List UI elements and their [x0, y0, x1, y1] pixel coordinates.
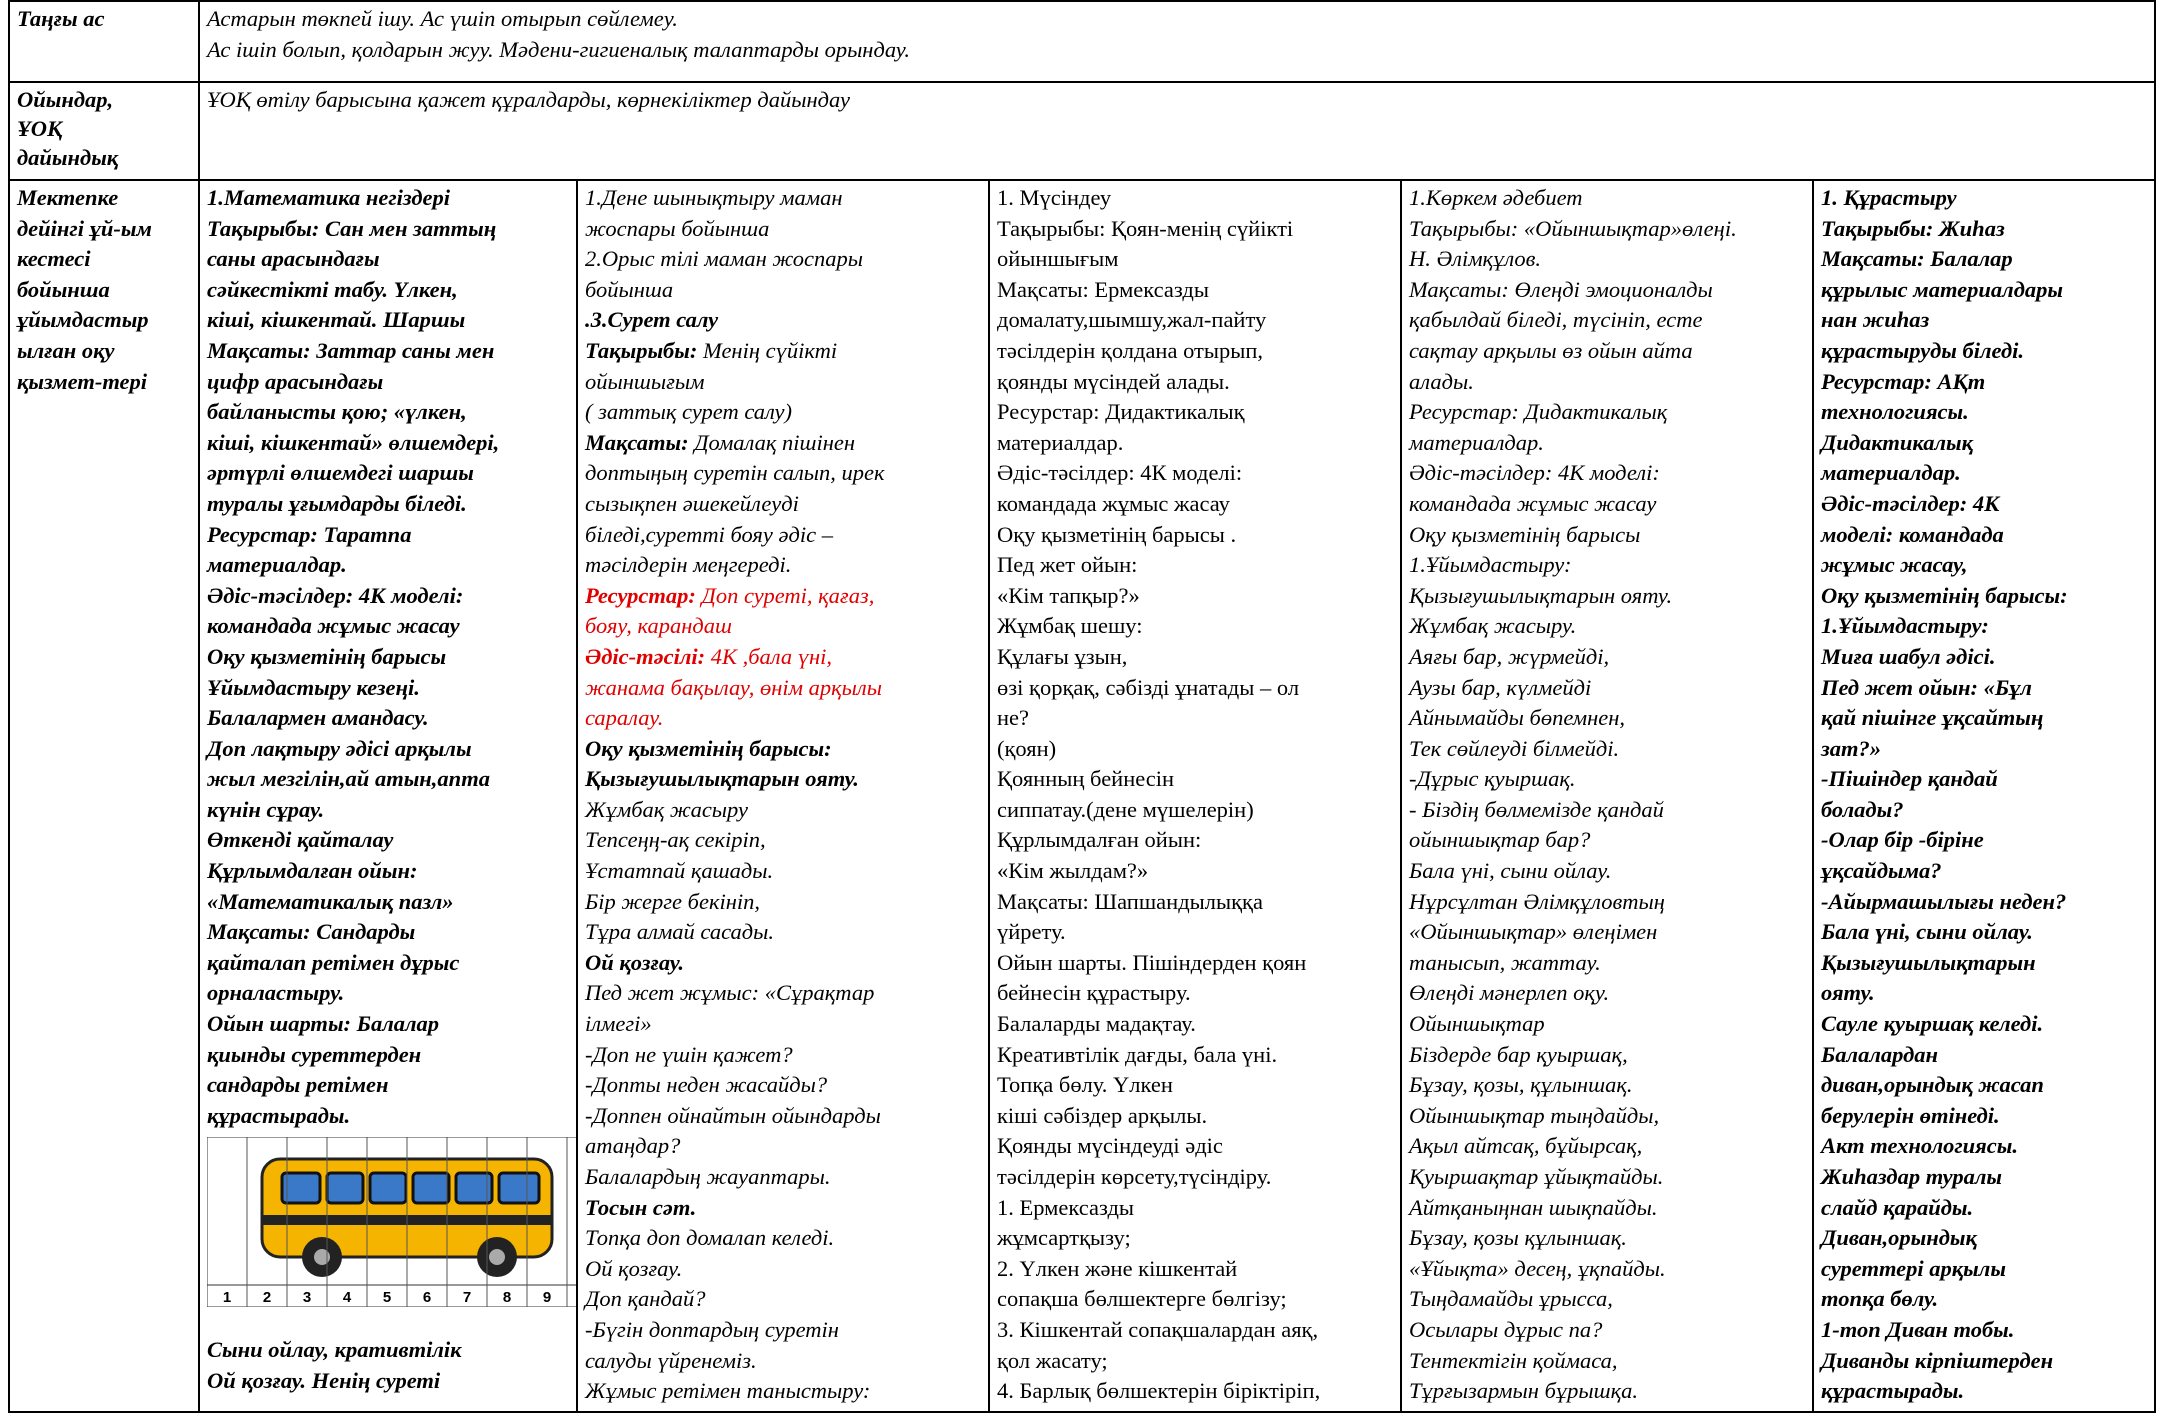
literature-line: алады.	[1409, 368, 1474, 394]
construction-line: құрылыс материалдары	[1821, 276, 2063, 302]
math-line: Доп лақтыру әдісі арқылы	[207, 735, 472, 761]
sculpting-line: Креативтілік дағды, бала үні.	[997, 1041, 1278, 1067]
puzzle-number: 8	[502, 1289, 512, 1307]
math-line: қайталап ретімен дұрыс	[207, 949, 460, 975]
sculpting-line: Тақырыбы: Қоян-менің сүйікті	[997, 215, 1294, 241]
drawing-line: Жұмбақ жасыру	[585, 796, 748, 822]
math-after-line: Сыни ойлау, кративтілік	[207, 1337, 462, 1363]
construction-line: -Олар бір -біріне	[1821, 827, 1984, 853]
sculpting-line: Құрлымдалған ойын:	[997, 827, 1202, 853]
construction-line: Бала үні, сыни ойлау.	[1821, 919, 2033, 945]
drawing-line-rest: Домалақ пішінен	[688, 429, 856, 455]
literature-line: командада жұмыс жасау	[1409, 490, 1657, 516]
drawing-line: біледі,суретті бояу әдіс –	[585, 521, 833, 547]
sculpting-line: «Кім жылдам?»	[997, 858, 1149, 884]
literature-line: Тақырыбы: «Ойыншықтар»өлеңі.	[1409, 215, 1737, 241]
sculpting-line: Мақсаты: Шапшандылыққа	[997, 888, 1263, 914]
sculpting-line: Ойын шарты. Пішіндерден қоян	[997, 949, 1307, 975]
puzzle-number: 4	[342, 1289, 352, 1307]
drawing-line	[585, 428, 981, 459]
construction-line: материалдар.	[1821, 460, 1961, 486]
sculpting-line: ойыншығым	[997, 246, 1119, 272]
literature-line: Тұрғызармын бұрышқа.	[1409, 1378, 1639, 1404]
math-line: саны арасындағы	[207, 246, 380, 272]
math-line: сандарды ретімен	[207, 1072, 389, 1098]
sculpting-line: Балаларды мадақтау.	[997, 1011, 1196, 1037]
drawing-line-lead: Мақсаты:	[585, 429, 689, 455]
math-line: Ойын шарты: Балалар	[207, 1011, 440, 1037]
drawing-line: -Бүгін доптардың суретін	[585, 1316, 839, 1342]
drawing-line: ( заттық сурет салу)	[585, 399, 793, 425]
sculpting-line: үйрету.	[997, 919, 1066, 945]
literature-line: Тыңдамайды ұрысса,	[1409, 1286, 1613, 1312]
literature-line: Ойыншықтар	[1409, 1011, 1545, 1037]
math-line: құрастырады.	[207, 1102, 351, 1128]
sculpting-line: Оқу қызметінің барысы .	[997, 521, 1237, 547]
math-line: Тақырыбы: Сан мен заттың	[207, 215, 497, 241]
sculpting-line: (қоян)	[997, 735, 1057, 761]
literature-line: Ойыншықтар тыңдайды,	[1409, 1102, 1660, 1128]
literature-line: Тентектігін қоймаса,	[1409, 1347, 1618, 1373]
literature-line: 1.Көркем әдебиет	[1409, 185, 1583, 210]
construction-line: ояту.	[1821, 980, 1875, 1006]
sculpting-line: кіші сәбіздер арқылы.	[997, 1102, 1208, 1128]
literature-line: Қызығушылықтарын ояту.	[1409, 582, 1673, 608]
drawing-line: Тұра алмай сасады.	[585, 919, 774, 945]
puzzle-number: 9	[542, 1289, 552, 1307]
construction-line: Акт технологиясы.	[1821, 1133, 2018, 1159]
math-line: командада жұмыс жасау	[207, 613, 460, 639]
row-breakfast	[9, 1, 2155, 82]
drawing-line: Доп қандай?	[585, 1286, 706, 1312]
construction-line: 1-топ Диван тобы.	[1821, 1316, 2015, 1342]
literature-line: - Біздің бөлмемізде қандай	[1409, 796, 1664, 822]
drawing-line: ойыншығым	[585, 368, 705, 394]
drawing-line: Пед жет жұмыс: «Сұрақтар	[585, 980, 875, 1006]
drawing-line: -Доп не үшін қажет?	[585, 1041, 793, 1067]
drawing-line: жоспары бойынша	[585, 215, 770, 241]
games-label-cell	[9, 82, 199, 180]
literature-line: Аузы бар, күлмейді	[1409, 674, 1592, 700]
construction-line: Дидактикалық	[1821, 429, 1974, 455]
spacer	[207, 1307, 569, 1335]
games-label-1: Ойындар,	[17, 87, 114, 112]
literature-line: Ақыл айтсақ, бұйырсақ,	[1409, 1133, 1643, 1159]
literature-line: Біздерде бар қуыршақ,	[1409, 1041, 1628, 1067]
drawing-line	[585, 642, 981, 673]
construction-line: Мақсаты: Балалар	[1821, 246, 2013, 272]
construction-line: 1. Құрастыру	[1821, 185, 1957, 210]
construction-line: нан жиһаз	[1821, 307, 1930, 333]
drawing-line: Бір жерге бекініп,	[585, 888, 761, 914]
construction-line: Сауле қуыршақ келеді.	[1821, 1011, 2044, 1037]
col-construction	[1813, 180, 2155, 1412]
sculpting-line: домалату,шымшу,жал-пайту	[997, 307, 1267, 333]
main-label-cell	[9, 180, 199, 1412]
drawing-line: бояу, карандаш	[585, 613, 733, 639]
drawing-line: саралау.	[585, 705, 664, 731]
drawing-line: Ой қозғау.	[585, 949, 684, 975]
drawing-line: Тосын сәт.	[585, 1194, 697, 1220]
sculpting-line: 1. Мүсіндеу	[997, 185, 1112, 210]
main-label-line: қызмет-тері	[17, 368, 148, 394]
literature-line: Мақсаты: Өлеңді эмоционалды	[1409, 276, 1713, 302]
sculpting-line: қоянды мүсіндей алады.	[997, 368, 1230, 394]
drawing-line: доптыңың суретін салып, ирек	[585, 460, 885, 486]
breakfast-line-1: Астарын төкпей ішу. Ас үшіп отырып сөйлемеу.	[207, 6, 678, 31]
puzzle-number: 1	[222, 1289, 232, 1307]
drawing-line: сызықпен әшекейлеуді	[585, 490, 799, 516]
construction-line: 1.Ұйымдастыру:	[1821, 613, 1989, 639]
math-line: Әдіс-тәсілдер: 4К моделі:	[207, 582, 464, 608]
sculpting-line: сопақша бөлшектерге бөлгізу;	[997, 1286, 1287, 1312]
col-math	[199, 180, 577, 1412]
sculpting-line: Қоянның бейнесін	[997, 766, 1175, 792]
drawing-line-rest: Доп суреті, қағаз,	[695, 582, 875, 608]
sculpting-line: өзі қорқақ, сәбізді ұнатады – ол	[997, 674, 1300, 700]
math-line: Балалармен амандасу.	[207, 705, 429, 731]
breakfast-label: Таңғы ас	[17, 6, 105, 31]
sculpting-line: Мақсаты: Ермексазды	[997, 276, 1209, 302]
literature-line: Тек сөйлеуді білмейді.	[1409, 735, 1620, 761]
col-sculpting	[989, 180, 1401, 1412]
drawing-line: 1.Дене шынықтыру маман	[585, 185, 843, 210]
sculpting-line: қол жасату;	[997, 1347, 1108, 1373]
math-line: «Математикалық пазл»	[207, 888, 454, 914]
games-label-3: дайындық	[17, 145, 119, 170]
construction-line: Пед жет ойын: «Бұл	[1821, 674, 2032, 700]
construction-line: Тақырыбы: Жиһаз	[1821, 215, 2005, 241]
bus-puzzle-image	[207, 1137, 577, 1307]
literature-line: Айнымайды бөпемнен,	[1409, 705, 1626, 731]
literature-line: Қуыршақтар ұйықтайды.	[1409, 1164, 1664, 1189]
literature-line: Өлеңді мәнерлеп оқу.	[1409, 980, 1610, 1006]
drawing-line: тәсілдерін меңгереді.	[585, 552, 792, 578]
construction-line: Жиһаздар туралы	[1821, 1164, 2002, 1189]
breakfast-label-cell	[9, 1, 199, 82]
drawing-line: салуды үйренеміз.	[585, 1347, 757, 1373]
drawing-line: Тепсеңң-ақ секіріп,	[585, 827, 766, 853]
construction-line: берулерін өтінеді.	[1821, 1102, 2000, 1128]
sculpting-line: 3. Кішкентай сопақшалардан аяқ,	[997, 1316, 1319, 1342]
drawing-line	[585, 581, 981, 612]
math-line: қиынды суреттерден	[207, 1041, 422, 1067]
drawing-line: атаңдар?	[585, 1133, 681, 1159]
literature-line: «Ойыншықтар» өлеңімен	[1409, 919, 1658, 945]
construction-line: болады?	[1821, 796, 1904, 822]
construction-line: ұқсайдыма?	[1821, 858, 1942, 884]
math-line: Мақсаты: Заттар саны мен	[207, 337, 495, 363]
math-line: туралы ұғымдарды біледі.	[207, 490, 467, 516]
daily-plan-table	[8, 0, 2156, 1413]
math-line: цифр арасындағы	[207, 368, 384, 394]
games-text-cell	[199, 82, 2155, 180]
construction-line: слайд қарайды.	[1821, 1194, 1974, 1220]
math-line: орналастыру.	[207, 980, 345, 1006]
literature-line: Ресурстар: Дидактикалық	[1409, 399, 1668, 425]
construction-line: моделі: командада	[1821, 521, 2004, 547]
breakfast-text-cell	[199, 1, 2155, 82]
literature-line: қабылдай біледі, түсініп, есте	[1409, 307, 1703, 333]
literature-line: Оқу қызметінің барысы	[1409, 521, 1641, 547]
row-games	[9, 82, 2155, 180]
math-line: Өткенді қайталау	[207, 827, 394, 853]
literature-line: Бала үні, сыни ойлау.	[1409, 858, 1612, 884]
puzzle-number: 5	[382, 1289, 392, 1307]
drawing-line-rest: 4К ,бала үні,	[705, 643, 833, 669]
math-line: Мақсаты: Сандарды	[207, 919, 416, 945]
drawing-line: Қызығушылықтарын ояту.	[585, 766, 859, 792]
drawing-line: Оқу қызметінің барысы:	[585, 735, 832, 761]
construction-line: құрастырады.	[1821, 1378, 1965, 1404]
row-main	[9, 180, 2155, 1412]
drawing-line: -Допты неден жасайды?	[585, 1072, 828, 1098]
sculpting-line: бейнесін құрастыру.	[997, 980, 1191, 1006]
puzzle-number: 6	[422, 1289, 432, 1307]
literature-line: 1.Ұйымдастыру:	[1409, 552, 1572, 578]
literature-line: Айтқаныңнан шықпайды.	[1409, 1194, 1658, 1220]
drawing-line: .3.Сурет салу	[585, 307, 719, 333]
literature-line: Нұрсұлтан Әлімқұловтың	[1409, 888, 1665, 914]
math-line: Ұйымдастыру кезеңі.	[207, 674, 420, 700]
literature-line: Аяғы бар, жүрмейді,	[1409, 643, 1610, 669]
literature-line: Осылары дұрыс па?	[1409, 1316, 1603, 1342]
construction-line: Ресурстар: АҚт	[1821, 368, 1986, 394]
construction-line: суреттері арқылы	[1821, 1255, 2006, 1281]
math-line: Ресурстар: Таратпа	[207, 521, 412, 547]
construction-line: Диванды кірпіштерден	[1821, 1347, 2054, 1373]
sculpting-line: Әдіс-тәсілдер: 4К моделі:	[997, 460, 1243, 486]
sculpting-line: Ресурстар: Дидактикалық	[997, 399, 1245, 425]
math-line: Құрлымдалған ойын:	[207, 858, 418, 884]
puzzle-number: 3	[302, 1289, 312, 1307]
literature-line: сақтау арқылы өз ойын айта	[1409, 337, 1693, 363]
main-label-line: дейінгі ұй-ым	[17, 215, 152, 241]
games-label-2: ҰОҚ	[17, 116, 63, 141]
construction-line: Балалардан	[1821, 1041, 1938, 1067]
drawing-line-lead: Ресурстар:	[585, 582, 696, 608]
literature-line: Әдіс-тәсілдер: 4К моделі:	[1409, 460, 1660, 486]
sculpting-line: Қоянды мүсіндеуді әдіс	[997, 1133, 1223, 1159]
math-after-line: Ой қозғау. Ненің суреті	[207, 1368, 441, 1393]
drawing-line: Ой қозғау.	[585, 1255, 683, 1281]
drawing-line: бойынша	[585, 276, 674, 302]
math-line: Оқу қызметінің барысы	[207, 643, 447, 669]
sculpting-line: 1. Ермексазды	[997, 1194, 1135, 1220]
sculpting-line: 4. Барлық бөлшектерін біріктіріп,	[997, 1378, 1321, 1404]
drawing-line: -Доппен ойнайтын ойындарды	[585, 1102, 881, 1128]
literature-line: ойыншықтар бар?	[1409, 827, 1591, 853]
math-line: кіші, кішкентай» өлшемдері,	[207, 429, 500, 455]
drawing-line: ілмегі»	[585, 1011, 652, 1037]
math-line: материалдар.	[207, 552, 347, 578]
construction-line: диван,орындық жасап	[1821, 1072, 2044, 1098]
construction-line: Қызығушылықтарын	[1821, 949, 2036, 975]
literature-line: материалдар.	[1409, 429, 1544, 455]
construction-line: -Пішіндер қандай	[1821, 766, 1998, 792]
math-line: сәйкестікті табу. Үлкен,	[207, 276, 458, 302]
drawing-line: Жұмыс ретімен таныстыру:	[585, 1378, 871, 1404]
math-line: күнін сұрау.	[207, 796, 325, 822]
construction-line: құрастыруды біледі.	[1821, 337, 2025, 363]
sculpting-line: материалдар.	[997, 429, 1124, 455]
literature-line: Н. Әлімқұлов.	[1409, 246, 1542, 272]
construction-line: -Айырмашылығы неден?	[1821, 888, 2067, 914]
sculpting-line: «Кім тапқыр?»	[997, 582, 1140, 608]
breakfast-line-2: Ас ішіп болып, қолдарын жуу. Мәдени-гигиеналық талаптарды орындау.	[207, 36, 910, 62]
col-literature	[1401, 180, 1813, 1412]
literature-line: «Ұйықта» десең, ұқпайды.	[1409, 1255, 1666, 1281]
drawing-line: Топқа доп домалап келеді.	[585, 1225, 835, 1251]
drawing-line: Ұстатпай қашады.	[585, 858, 774, 884]
sculpting-line: тәсілдерін көрсету,түсіндіру.	[997, 1164, 1272, 1189]
construction-line: технологиясы.	[1821, 399, 1969, 425]
games-text: ҰОҚ өтілу барысына қажет құралдарды, көрнекіліктер дайындау	[207, 87, 850, 112]
math-line: 1.Математика негіздері	[207, 185, 451, 210]
literature-line: -Дұрыс қуыршақ.	[1409, 766, 1576, 792]
sculpting-line: командада жұмыс жасау	[997, 490, 1230, 516]
sculpting-line: тәсілдерін қолдана отырып,	[997, 337, 1264, 363]
sculpting-line: Құлағы ұзын,	[997, 643, 1128, 669]
math-line: жыл мезгілін,ай атын,апта	[207, 766, 490, 792]
puzzle-number: 2	[262, 1289, 272, 1307]
drawing-line-lead: Тақырыбы:	[585, 337, 698, 363]
main-label-line: бойынша	[17, 276, 110, 302]
construction-line: Оқу қызметінің барысы:	[1821, 582, 2068, 608]
literature-line: Жұмбақ жасыру.	[1409, 613, 1577, 639]
drawing-line: 2.Орыс тілі маман жоспары	[585, 246, 864, 272]
construction-line: қай пішінге ұқсайтың	[1821, 705, 2044, 731]
puzzle-number: 7	[462, 1289, 472, 1307]
main-label-line: ұйымдастыр	[17, 307, 149, 333]
drawing-line: жанама бақылау, өнім арқылы	[585, 674, 882, 700]
main-label-line: ылған оқу	[17, 337, 115, 363]
sculpting-line: сиппатау.(дене мүшелерін)	[997, 796, 1254, 822]
construction-line: Миға шабул әдісі.	[1821, 643, 1996, 669]
drawing-line-rest: Менің сүйікті	[697, 337, 838, 363]
col-drawing	[577, 180, 989, 1412]
drawing-line: Балалардың жауаптары.	[585, 1164, 831, 1189]
sculpting-line: жұмсартқызу;	[997, 1225, 1131, 1251]
main-label-line: Мектепке	[17, 185, 119, 210]
construction-line: топқа бөлу.	[1821, 1286, 1939, 1312]
math-line: кіші, кішкентай. Шаршы	[207, 307, 466, 333]
literature-line: танысып, жаттау.	[1409, 949, 1601, 975]
construction-line: зат?»	[1821, 735, 1882, 761]
sculpting-line: не?	[997, 705, 1030, 731]
sculpting-line: 2. Үлкен және кішкентай	[997, 1255, 1238, 1281]
main-label-line: кестесі	[17, 246, 91, 272]
drawing-line	[585, 336, 981, 367]
sculpting-line: Жұмбақ шешу:	[997, 613, 1143, 639]
math-line: әртүрлі өлшемдегі шаршы	[207, 460, 474, 486]
construction-line: жұмыс жасау,	[1821, 552, 1968, 578]
literature-line: Бұзау, қозы құлыншақ.	[1409, 1225, 1627, 1251]
sculpting-line: Пед жет ойын:	[997, 552, 1138, 578]
construction-line: Диван,орындық	[1821, 1225, 1977, 1251]
drawing-line-lead: Әдіс-тәсілі:	[585, 643, 706, 669]
literature-line: Бұзау, қозы, құлыншақ.	[1409, 1072, 1633, 1098]
sculpting-line: Топқа бөлу. Үлкен	[997, 1072, 1173, 1098]
math-line: байланысты қою; «үлкен,	[207, 399, 467, 425]
construction-line: Әдіс-тәсілдер: 4К	[1821, 490, 2000, 516]
